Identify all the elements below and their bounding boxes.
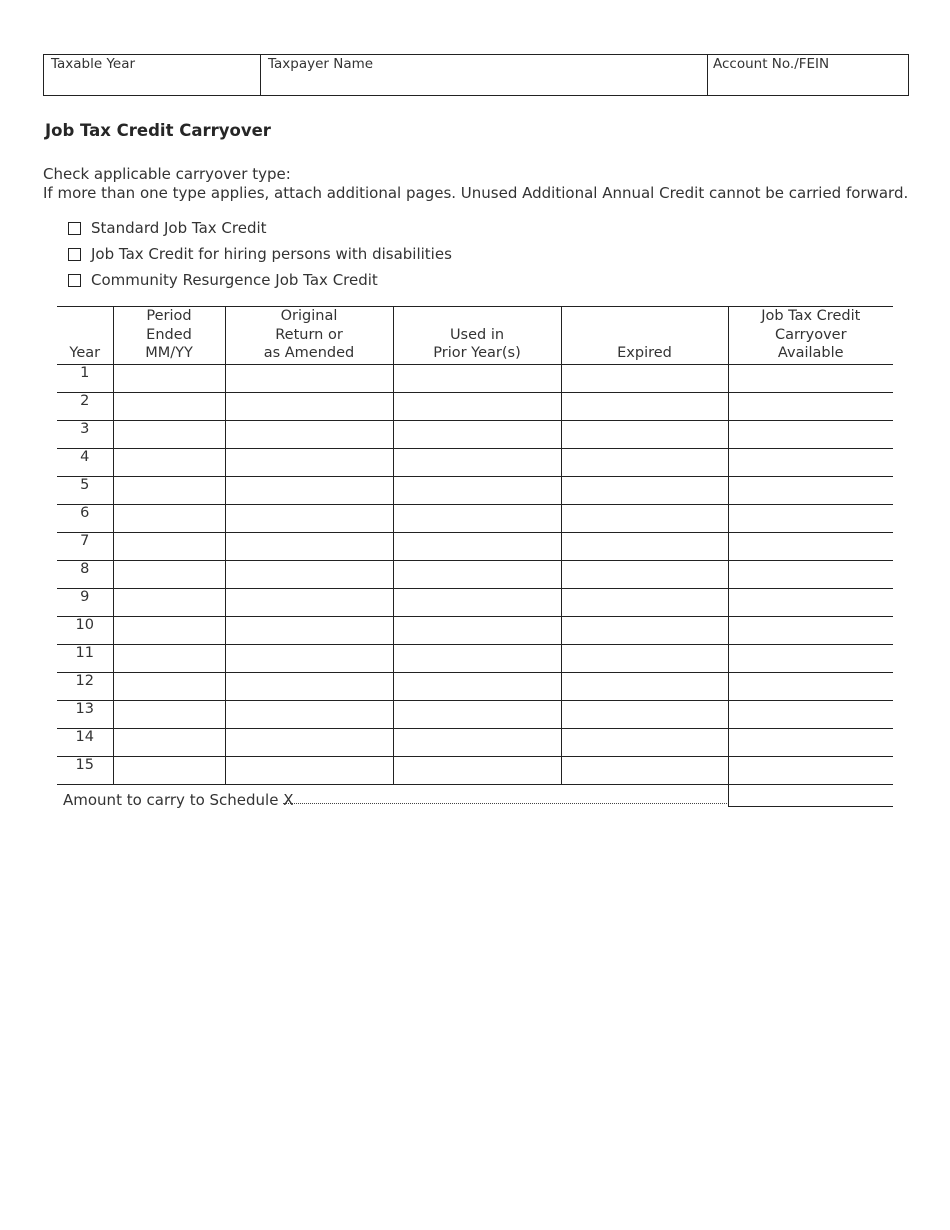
year-cell: 8 — [57, 560, 113, 588]
carryover-table — [57, 306, 893, 785]
column-header-carryover-available: Job Tax Credit Carryover Available — [728, 307, 893, 365]
year-cell: 15 — [57, 756, 113, 784]
carryover-available-cell[interactable] — [728, 476, 893, 504]
used-prior-years-cell[interactable] — [393, 476, 561, 504]
header-info-box — [43, 54, 909, 96]
original-return-cell[interactable] — [225, 420, 393, 448]
column-header-period-ended: Period Ended MM/YY — [113, 307, 225, 365]
period-ended-cell[interactable] — [113, 504, 225, 532]
carryover-available-cell[interactable] — [728, 644, 893, 672]
page-title: Job Tax Credit Carryover — [45, 121, 271, 140]
original-return-cell[interactable] — [225, 588, 393, 616]
carryover-available-cell[interactable] — [728, 364, 893, 392]
carryover-available-cell[interactable] — [728, 700, 893, 728]
expired-cell[interactable] — [561, 420, 728, 448]
original-return-cell[interactable] — [225, 616, 393, 644]
table-row — [57, 504, 893, 532]
original-return-cell[interactable] — [225, 476, 393, 504]
original-return-cell[interactable] — [225, 728, 393, 756]
original-return-cell[interactable] — [225, 756, 393, 784]
account-number-field[interactable] — [707, 55, 908, 95]
table-row — [57, 420, 893, 448]
original-return-cell[interactable] — [225, 392, 393, 420]
table-row — [57, 392, 893, 420]
option-standard-job-tax-credit[interactable] — [68, 219, 267, 237]
used-prior-years-cell[interactable] — [393, 504, 561, 532]
period-ended-cell[interactable] — [113, 672, 225, 700]
year-cell: 13 — [57, 700, 113, 728]
period-ended-cell[interactable] — [113, 476, 225, 504]
year-cell: 1 — [57, 364, 113, 392]
table-row — [57, 672, 893, 700]
carryover-available-cell[interactable] — [728, 560, 893, 588]
expired-cell[interactable] — [561, 672, 728, 700]
expired-cell[interactable] — [561, 700, 728, 728]
period-ended-cell[interactable] — [113, 616, 225, 644]
expired-cell[interactable] — [561, 616, 728, 644]
original-return-cell[interactable] — [225, 560, 393, 588]
original-return-cell[interactable] — [225, 700, 393, 728]
expired-cell[interactable] — [561, 504, 728, 532]
carryover-available-cell[interactable] — [728, 588, 893, 616]
expired-cell[interactable] — [561, 476, 728, 504]
expired-cell[interactable] — [561, 560, 728, 588]
year-cell: 4 — [57, 448, 113, 476]
table-row — [57, 448, 893, 476]
period-ended-cell[interactable] — [113, 532, 225, 560]
year-cell: 12 — [57, 672, 113, 700]
expired-cell[interactable] — [561, 728, 728, 756]
year-cell: 11 — [57, 644, 113, 672]
table-row — [57, 728, 893, 756]
used-prior-years-cell[interactable] — [393, 756, 561, 784]
carryover-available-cell[interactable] — [728, 504, 893, 532]
used-prior-years-cell[interactable] — [393, 532, 561, 560]
used-prior-years-cell[interactable] — [393, 728, 561, 756]
period-ended-cell[interactable] — [113, 644, 225, 672]
used-prior-years-cell[interactable] — [393, 448, 561, 476]
table-row — [57, 560, 893, 588]
year-cell: 3 — [57, 420, 113, 448]
instruction-line-2: If more than one type applies, attach additional pages. Unused Additional Annual Credit cannot be carried forward. — [43, 184, 909, 202]
total-row — [57, 782, 893, 808]
taxpayer-name-field[interactable] — [260, 55, 707, 95]
expired-cell[interactable] — [561, 448, 728, 476]
period-ended-cell[interactable] — [113, 756, 225, 784]
carryover-available-cell[interactable] — [728, 756, 893, 784]
carryover-available-cell[interactable] — [728, 672, 893, 700]
instruction-line-1: Check applicable carryover type: — [43, 165, 291, 183]
period-ended-cell[interactable] — [113, 392, 225, 420]
period-ended-cell[interactable] — [113, 560, 225, 588]
used-prior-years-cell[interactable] — [393, 588, 561, 616]
table-header-row — [57, 307, 893, 365]
checkbox[interactable] — [68, 248, 81, 261]
column-header-expired: Expired — [561, 307, 728, 365]
column-header-used-prior-years: Used in Prior Year(s) — [393, 307, 561, 365]
taxpayer-name-label: Taxpayer Name — [268, 56, 374, 72]
used-prior-years-cell[interactable] — [393, 560, 561, 588]
used-prior-years-cell[interactable] — [393, 672, 561, 700]
table-row — [57, 756, 893, 784]
table-row — [57, 476, 893, 504]
option-community-resurgence-job-tax-credit[interactable] — [68, 271, 378, 289]
original-return-cell[interactable] — [225, 532, 393, 560]
used-prior-years-cell[interactable] — [393, 616, 561, 644]
column-header-original-return: Original Return or as Amended — [225, 307, 393, 365]
table-row — [57, 616, 893, 644]
option-disabilities-job-tax-credit[interactable] — [68, 245, 452, 263]
year-cell: 2 — [57, 392, 113, 420]
year-cell: 9 — [57, 588, 113, 616]
carryover-available-cell[interactable] — [728, 728, 893, 756]
total-amount-field[interactable] — [728, 782, 893, 807]
table-row — [57, 588, 893, 616]
original-return-cell[interactable] — [225, 364, 393, 392]
column-header-year: Year — [57, 307, 113, 365]
period-ended-cell[interactable] — [113, 700, 225, 728]
option-label: Community Resurgence Job Tax Credit — [91, 271, 378, 289]
carryover-available-cell[interactable] — [728, 616, 893, 644]
year-cell: 5 — [57, 476, 113, 504]
used-prior-years-cell[interactable] — [393, 364, 561, 392]
carryover-available-cell[interactable] — [728, 448, 893, 476]
account-number-label: Account No./FEIN — [713, 56, 830, 72]
carryover-available-cell[interactable] — [728, 392, 893, 420]
carryover-available-cell[interactable] — [728, 532, 893, 560]
table-row — [57, 644, 893, 672]
expired-cell[interactable] — [561, 392, 728, 420]
table-row — [57, 532, 893, 560]
original-return-cell[interactable] — [225, 644, 393, 672]
expired-cell[interactable] — [561, 644, 728, 672]
option-label: Job Tax Credit for hiring persons with disabilities — [91, 245, 452, 263]
checkbox[interactable] — [68, 274, 81, 287]
expired-cell[interactable] — [561, 364, 728, 392]
expired-cell[interactable] — [561, 588, 728, 616]
used-prior-years-cell[interactable] — [393, 644, 561, 672]
table-row — [57, 364, 893, 392]
dot-leader — [283, 803, 727, 804]
period-ended-cell[interactable] — [113, 728, 225, 756]
period-ended-cell[interactable] — [113, 588, 225, 616]
year-cell: 14 — [57, 728, 113, 756]
expired-cell[interactable] — [561, 532, 728, 560]
expired-cell[interactable] — [561, 756, 728, 784]
checkbox[interactable] — [68, 222, 81, 235]
original-return-cell[interactable] — [225, 672, 393, 700]
original-return-cell[interactable] — [225, 504, 393, 532]
period-ended-cell[interactable] — [113, 448, 225, 476]
period-ended-cell[interactable] — [113, 420, 225, 448]
year-cell: 6 — [57, 504, 113, 532]
taxable-year-label: Taxable Year — [51, 56, 136, 72]
used-prior-years-cell[interactable] — [393, 392, 561, 420]
original-return-cell[interactable] — [225, 448, 393, 476]
option-label: Standard Job Tax Credit — [91, 219, 267, 237]
total-label: Amount to carry to Schedule X — [63, 791, 294, 809]
table-row — [57, 700, 893, 728]
period-ended-cell[interactable] — [113, 364, 225, 392]
used-prior-years-cell[interactable] — [393, 700, 561, 728]
used-prior-years-cell[interactable] — [393, 420, 561, 448]
year-cell: 10 — [57, 616, 113, 644]
year-cell: 7 — [57, 532, 113, 560]
taxable-year-field[interactable] — [44, 55, 260, 95]
carryover-available-cell[interactable] — [728, 420, 893, 448]
